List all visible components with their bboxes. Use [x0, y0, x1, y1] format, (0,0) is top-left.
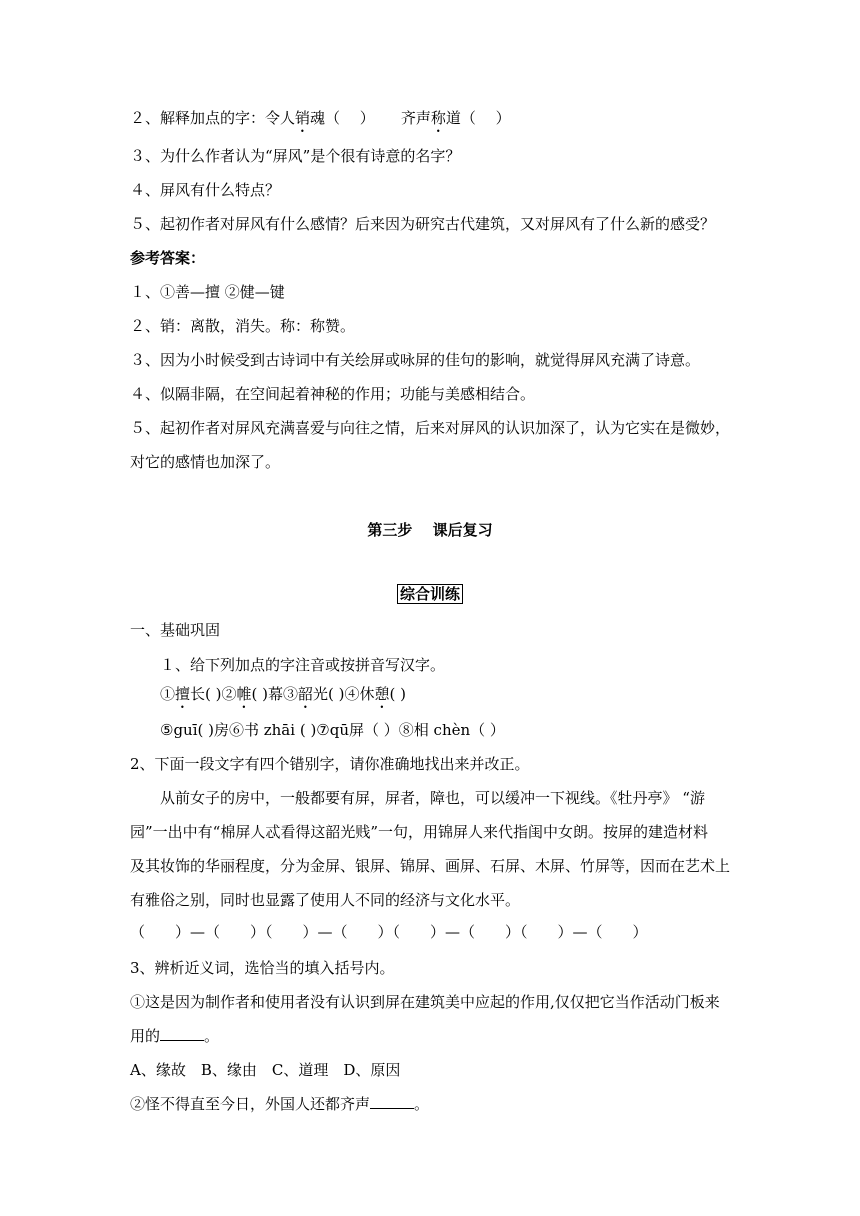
- pinyin-row-1: [160, 684, 406, 712]
- question-3-2-text: ②怪不得直至今日，外国人还都齐声: [130, 1095, 371, 1113]
- paragraph-line-3: 及其妆饰的华丽程度，分为金屏、银屏、锦屏、画屏、石屏、木屏、竹屏等，因而在艺术上: [130, 857, 731, 875]
- answer-blank: [160, 1026, 204, 1041]
- dotted-char: 称: [430, 109, 446, 127]
- answer-blank: [370, 1094, 414, 1109]
- question-2-text: 道（ ）: [445, 109, 511, 127]
- question-3: ３、为什么作者认为“屏风”是个很有诗意的名字？: [130, 147, 461, 165]
- dotted-char: 擅: [175, 685, 191, 703]
- row-text: ( )幕③: [251, 685, 299, 703]
- paragraph-line-4: 有雅俗之别，同时也显露了使用人不同的经济与文化水平。: [130, 891, 521, 909]
- question-3-1-line-1: ①这是因为制作者和使用者没有认识到屏在建筑美中应起的作用,仅仅把它当作活动门板来: [130, 993, 720, 1011]
- question-5: ５、起初作者对屏风有什么感情？后来因为研究古代建筑，又对屏风有了什么新的感受？: [130, 215, 716, 233]
- question-3-2-text: 。: [414, 1095, 430, 1113]
- question-2-intro: 2、下面一段文字有四个错别字，请你准确地找出来并改正。: [130, 755, 530, 773]
- row-text: ( ): [389, 685, 407, 703]
- paragraph-line-2: 园”一出中有“棉屏人忒看得这韶光贱”一句，用锦屏人来代指闺中女朗。按屏的建造材料: [130, 823, 709, 841]
- question-2-text: 魂（ ）: [310, 109, 375, 127]
- dotted-char: 憩: [374, 685, 390, 703]
- box-title: 综合训练: [397, 584, 463, 604]
- question-3-2: [130, 1094, 429, 1114]
- paragraph-line-1: 从前女子的房中，一般都要有屏，屏者，障也，可以缓冲一下视线。《牡丹亭》 “游: [160, 789, 705, 807]
- row-text: 长( )②: [190, 685, 237, 703]
- question-2: [130, 108, 511, 136]
- question-3-options: A、缘故 B、缘由 C、道理 D、原因: [130, 1061, 401, 1079]
- answer-5-line-1: ５、起初作者对屏风充满喜爱与向往之情，后来对屏风的认识加深了，认为它实在是微妙，: [130, 419, 731, 437]
- answer-2: ２、销：离散，消失。称：称赞。: [130, 317, 356, 335]
- part-1-heading: 一、基础巩固: [130, 621, 221, 639]
- question-3-1-line-2: [130, 1026, 219, 1046]
- dotted-char: 帷: [236, 685, 252, 703]
- box-title-row: [0, 584, 860, 604]
- dotted-char: 韶: [298, 685, 314, 703]
- row-text: 光( )④休: [313, 685, 375, 703]
- question-3-intro: 3、辨析近义词，选恰当的填入括号内。: [130, 959, 395, 977]
- pinyin-row-2: ⑤guī( )房⑥书 zhāi ( )⑦qū屏（ ）⑧相 chèn（ ）: [160, 721, 505, 739]
- answer-1: １、①善—擅 ②健—键: [130, 283, 285, 301]
- question-3-1-text: 。: [204, 1027, 220, 1045]
- answer-5-line-2: 对它的感情也加深了。: [130, 453, 281, 471]
- answers-heading: 参考答案：: [130, 249, 206, 267]
- question-2-text: ２、解释加点的字：令人: [130, 109, 296, 127]
- question-2-text: 齐声: [400, 109, 431, 127]
- question-4: ４、屏风有什么特点？: [130, 181, 281, 199]
- row-text: ①: [160, 685, 176, 703]
- answer-3: ３、因为小时候受到古诗词中有关绘屏或咏屏的佳句的影响，就觉得屏风充满了诗意。: [130, 351, 701, 369]
- answer-4: ４、似隔非隔，在空间起着神秘的作用；功能与美感相结合。: [130, 385, 536, 403]
- question-3-1-text: 用的: [130, 1027, 161, 1045]
- section-title: 第三步 课后复习: [367, 521, 493, 539]
- correction-blanks: （ ）—（ ）（ ）—（ ）（ ）—（ ）（ ）—（ ）: [130, 923, 648, 941]
- dotted-char: 销: [295, 109, 311, 127]
- sub-question-1: １、给下列加点的字注音或按拼音写汉字。: [160, 656, 446, 674]
